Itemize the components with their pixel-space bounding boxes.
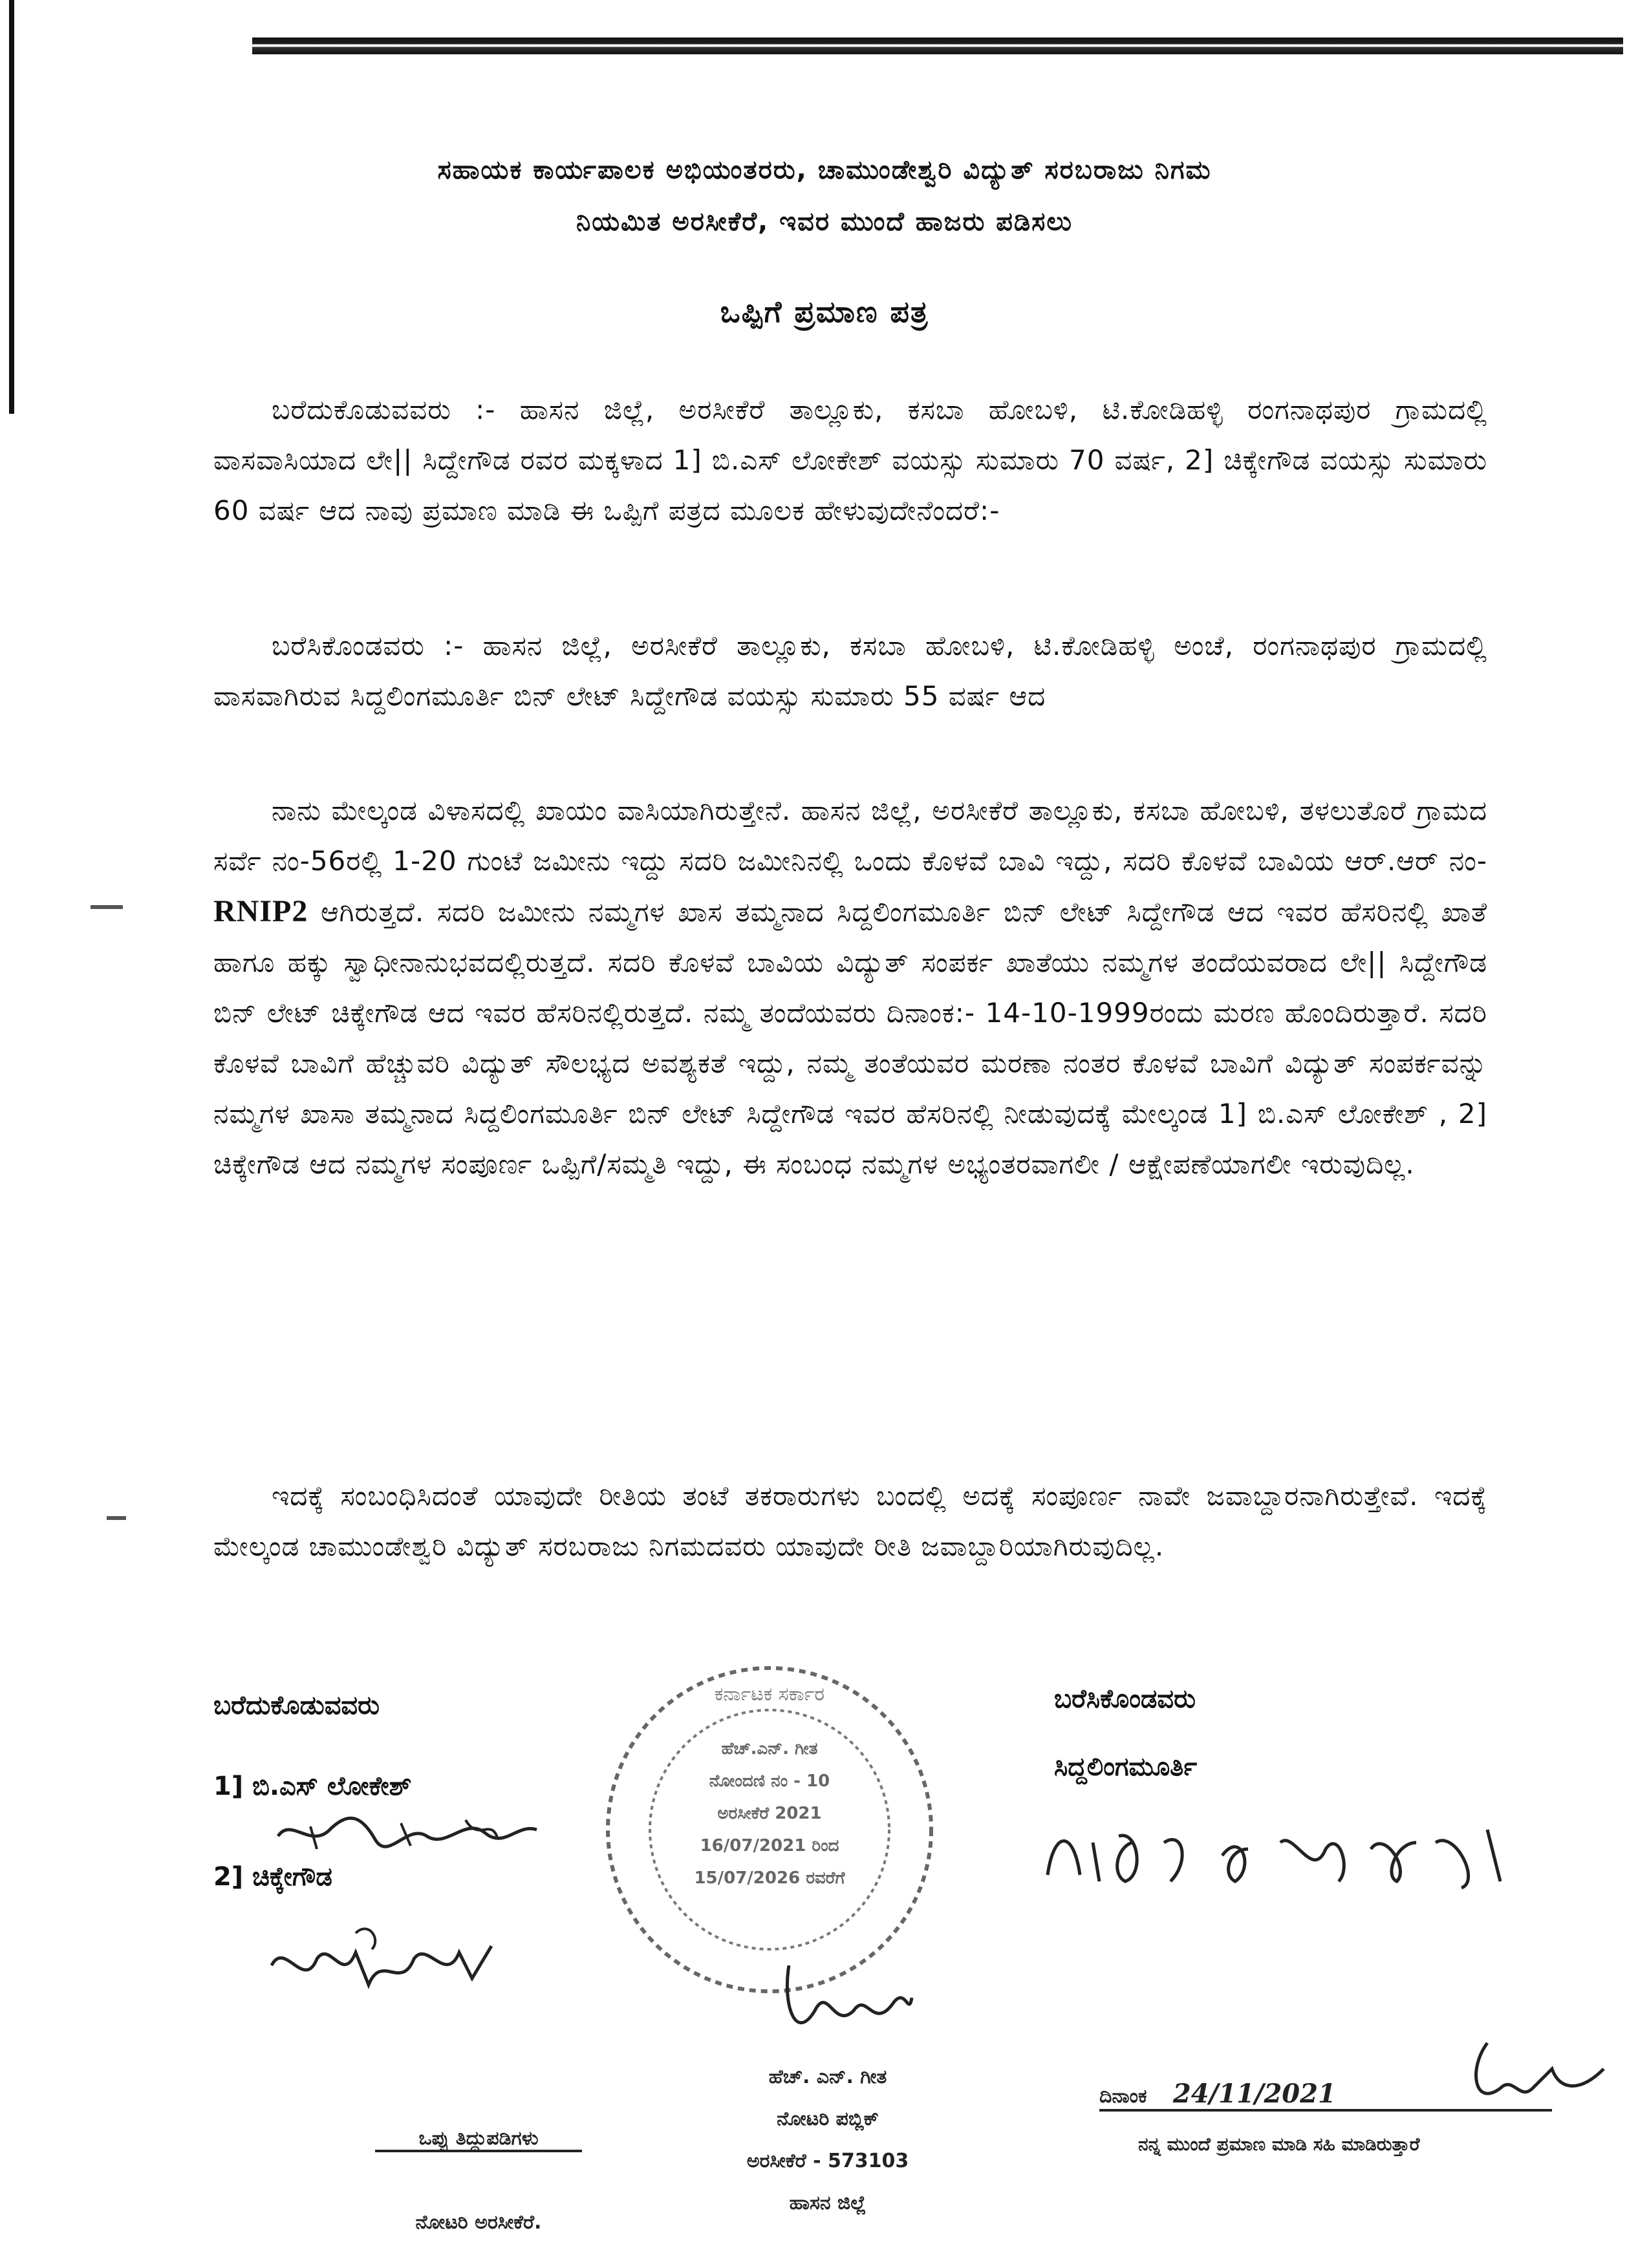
right-stamp-date: 24/11/2021 [1172,2079,1336,2109]
paragraph-executants [213,385,1487,536]
seal-line-5: 15/07/2026 ರವರೆಗೆ [694,1868,845,1888]
svg-text:ಕರ್ನಾಟಕ ಸರ್ಕಾರ: ಕರ್ನಾಟಕ ಸರ್ಕಾರ [714,1683,825,1706]
center-stamp-line-4: ಹಾಸನ ಜಿಲ್ಲೆ [789,2192,867,2214]
left-stamp-line-2: ನೋಟರಿ ಅರಸೀಕೆರೆ. [415,2211,542,2234]
paragraph-claimant [213,621,1487,722]
executant-2-name: 2] ಚಿಕ್ಕೇಗೌಡ [213,1862,332,1892]
executant-1-name: 1] ಬಿ.ಎಸ್ ಲೋಕೇಶ್ [213,1771,412,1801]
rr-number: RNIP2 [213,894,308,928]
declaration-text-part-2: ಆಗಿರುತ್ತದೆ. ಸದರಿ ಜಮೀನು ನಮ್ಮಗಳ ಖಾಸ ತಮ್ಮನಾದ ಸಿದ್ದಲಿಂಗಮೂರ್ತಿ ಬಿನ್ ಲೇಟ್ ಸಿದ್ದೇಗೌಡ ಆದ ಇವರ ಹೆಸರಿನಲ್ಲಿ ಖಾತೆ ಹಾಗೂ ಹಕ್ಕು ಸ್ವಾಧೀನಾನುಭವದಲ್ಲಿರುತ್ತದೆ. ಸದರಿ ಕೊಳವೆ ಬಾವಿಯ ವಿದ್ಯುತ್ ಸಂಪರ್ಕ ಖಾತೆಯು ನಮ್ಮಗಳ ತಂದೆಯವರಾದ ಲೇ|| ಸಿದ್ದೇಗೌಡ ಬಿನ್ ಲೇಟ್ ಚಿಕ್ಕೇಗೌಡ ಆದ ಇವರ ಹೆಸರಿನಲ್ಲಿರುತ್ತದೆ. ನಮ್ಮ ತಂದೆಯವರು ದಿನಾಂಕ:- 14-10-1999ರಂದು ಮರಣ ಹೊಂದಿರುತ್ತಾರೆ. ಸದರಿ ಕೊಳವೆ ಬಾವಿಗೆ ಹೆಚ್ಚುವರಿ ವಿದ್ಯುತ್ ಸೌಲಭ್ಯದ ಅವಶ್ಯಕತೆ ಇದ್ದು, ನಮ್ಮ ತಂತೆಯವರ ಮರಣಾ ನಂತರ ಕೊಳವೆ ಬಾವಿಗೆ ವಿದ್ಯುತ್ ಸಂಪರ್ಕವನ್ನು ನಮ್ಮಗಳ ಖಾಸಾ ತಮ್ಮನಾದ ಸಿದ್ದಲಿಂಗಮೂರ್ತಿ ಬಿನ್ ಲೇಟ್ ಸಿದ್ದೇಗೌಡ ಇವರ ಹೆಸರಿನಲ್ಲಿ ನೀಡುವುದಕ್ಕೆ ಮೇಲ್ಕಂಡ 1] ಬಿ.ಎಸ್ ಲೋಕೇಶ್ , 2] ಚಿಕ್ಕೇಗೌಡ ಆದ ನಮ್ಮಗಳ ಸಂಪೂರ್ಣ ಒಪ್ಪಿಗೆ/ಸಮ್ಮತಿ ಇದ್ದು, ಈ ಸಂಬಂಧ ನಮ್ಮಗಳ ಅಭ್ಯಂತರವಾಗಲೀ / ಆಕ್ಷೇಪಣೆಯಾಗಲೀ ಇರುವುದಿಲ್ಲ. [213,896,1487,1180]
seal-line-1: ಹೆಚ್.ಎನ್. ಗೀತ [721,1739,818,1759]
signature-siddalingamurthy [1035,1804,1526,1914]
signature-notary-right [1461,2030,1610,2114]
paragraph-executants-text: ಬರೆದುಕೊಡುವವರು :- ಹಾಸನ ಜಿಲ್ಲೆ, ಅರಸೀಕೆರೆ ತಾಲ್ಲೂಕು, ಕಸಬಾ ಹೋಬಳಿ, ಟಿ.ಕೋಡಿಹಳ್ಳಿ ರಂಗನಾಥಪುರ ಗ್ರಾಮದಲ್ಲಿ ವಾಸವಾಸಿಯಾದ ಲೇ|| ಸಿದ್ದೇಗೌಡ ರವರ ಮಕ್ಕಳಾದ 1] ಬಿ.ಎಸ್ ಲೋಕೇಶ್ ವಯಸ್ಸು ಸುಮಾರು 70 ವರ್ಷ, 2] ಚಿಕ್ಕೇಗೌಡ ವಯಸ್ಸು ಸುಮಾರು 60 ವರ್ಷ ಆದ ನಾವು ಪ್ರಮಾಣ ಮಾಡಿ ಈ ಒಪ್ಪಿಗೆ ಪತ್ರದ ಮೂಲಕ ಹೇಳುವುದೇನೆಂದರೆ:- [213,394,1487,526]
paragraph-declaration [213,786,1487,1190]
right-stamp-line-2: ನನ್ನ ಮುಂದೆ ಪ್ರಮಾಣ ಮಾಡಿ ಸಹಿ ಮಾಡಿರುತ್ತಾರೆ [1138,2134,1420,2155]
seal-line-3: ಅರಸೀಕೆರೆ 2021 [717,1804,822,1823]
document-title: ಒಪ್ಪಿಗೆ ಪ್ರಮಾಣ ಪತ್ರ [720,294,929,329]
scan-edge-top [252,37,1623,54]
seal-line-4: 16/07/2021 ರಿಂದ [700,1836,839,1856]
center-stamp-line-2: ನೋಟರಿ ಪಬ್ಲಿಕ್ [777,2108,879,2130]
declaration-text-part-1: ನಾನು ಮೇಲ್ಕಂಡ ವಿಳಾಸದಲ್ಲಿ ಖಾಯಂ ವಾಸಿಯಾಗಿರುತ್ತೇನೆ. ಹಾಸನ ಜಿಲ್ಲೆ, ಅರಸೀಕೆರೆ ತಾಲ್ಲೂಕು, ಕಸಬಾ ಹೋಬಳಿ, ತಳಲುತೊರೆ ಗ್ರಾಮದ ಸರ್ವೆ ನಂ-56ರಲ್ಲಿ 1-20 ಗುಂಟೆ ಜಮೀನು ಇದ್ದು ಸದರಿ ಜಮೀನಿನಲ್ಲಿ ಒಂದು ಕೊಳವೆ ಬಾವಿ ಇದ್ದು, ಸದರಿ ಕೊಳವೆ ಬಾವಿಯ ಆರ್.ಆರ್ ನಂ- [213,795,1487,877]
seal-line-2: ನೋಂದಣಿ ನಂ - 10 [709,1771,830,1791]
center-stamp-line-3: ಅರಸೀಕೆರೆ - 573103 [746,2150,909,2172]
center-stamp-line-1: ಹೆಚ್. ಎನ್. ಗೀತ [768,2066,887,2088]
claimant-name: ಸಿದ್ದಲಿಂಗಮೂರ್ತಿ [1054,1752,1198,1782]
paragraph-liability [213,1471,1487,1572]
signature-lokesh [272,1804,543,1862]
claimant-heading: ಬರೆಸಿಕೊಂಡವರು [1054,1684,1196,1714]
signature-notary [776,1946,918,2049]
paragraph-claimant-text: ಬರೆಸಿಕೊಂಡವರು :- ಹಾಸನ ಜಿಲ್ಲೆ, ಅರಸೀಕೆರೆ ತಾಲ್ಲೂಕು, ಕಸಬಾ ಹೋಬಳಿ, ಟಿ.ಕೋಡಿಹಳ್ಳಿ ಅಂಚೆ, ರಂಗನಾಥಪುರ ಗ್ರಾಮದಲ್ಲಿ ವಾಸವಾಗಿರುವ ಸಿದ್ದಲಿಂಗಮೂರ್ತಿ ಬಿನ್ ಲೇಟ್ ಸಿದ್ದೇಗೌಡ ವಯಸ್ಸು ಸುಮಾರು 55 ವರ್ಷ ಆದ [213,630,1487,712]
header-line-2: ನಿಯಮಿತ ಅರಸೀಕೆರೆ, ಇವರ ಮುಂದೆ ಹಾಜರು ಪಡಿಸಲು [576,207,1073,237]
signature-chikkegowda [259,1914,504,2011]
executants-heading: ಬರೆದುಕೊಡುವವರು [213,1691,380,1720]
left-stamp-line-1: ಒಪ್ಪು ತಿದ್ದುಪಡಿಗಳು [375,2127,582,2152]
margin-mark [107,1516,126,1520]
right-stamp-prefix: ದಿನಾಂಕ [1099,2085,1147,2108]
margin-mark [91,905,123,909]
paragraph-liability-text: ಇದಕ್ಕೆ ಸಂಬಂಧಿಸಿದಂತೆ ಯಾವುದೇ ರೀತಿಯ ತಂಟೆ ತಕರಾರುಗಳು ಬಂದಲ್ಲಿ ಅದಕ್ಕೆ ಸಂಪೂರ್ಣ ನಾವೇ ಜವಾಬ್ದಾರನಾಗಿರುತ್ತೇವೆ. ಇದಕ್ಕೆ ಮೇಲ್ಕಂಡ ಚಾಮುಂಡೇಶ್ವರಿ ವಿದ್ಯುತ್ ಸರಬರಾಜು ನಿಗಮದವರು ಯಾವುದೇ ರೀತಿ ಜವಾಬ್ದಾರಿಯಾಗಿರುವುದಿಲ್ಲ. [213,1480,1487,1562]
header-line-1: ಸಹಾಯಕ ಕಾರ್ಯಪಾಲಕ ಅಭಿಯಂತರರು, ಚಾಮುಂಡೇಶ್ವರಿ ವಿದ್ಯುತ್ ಸರಬರಾಜು ನಿಗಮ [437,155,1212,185]
